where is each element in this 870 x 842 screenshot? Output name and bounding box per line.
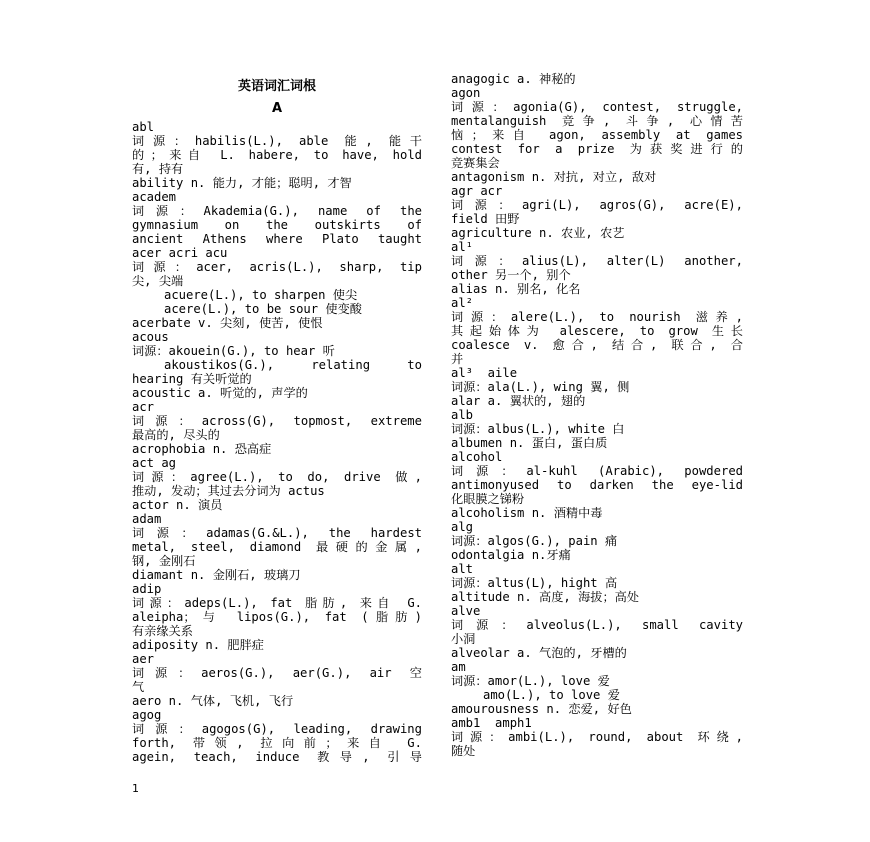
entry-line: ancient Athens where Plato taught (132, 232, 422, 246)
entry-line: agein, teach, induce 教导, 引导 (132, 750, 422, 764)
entry-line: abl (132, 120, 155, 134)
entry-line: anagogic a. 神秘的 (451, 72, 576, 86)
entry-line: gymnasium on the outskirts of (132, 218, 422, 232)
entry-line: 词源：across(G), topmost, extreme (132, 414, 422, 428)
entry-line: 词源：altus(L), hight 高 (451, 576, 618, 590)
entry-line: alar a. 翼状的, 翅的 (451, 394, 586, 408)
entry-line: 词源：agonia(G), contest, struggle, (451, 100, 743, 114)
entry-line: field 田野 (451, 212, 520, 226)
entry-line: antagonism n. 对抗, 对立, 敌对 (451, 170, 657, 184)
entry-line: amo(L.), to love 爱 (483, 688, 620, 702)
entry-line: alveolar a. 气泡的, 牙槽的 (451, 646, 627, 660)
entry-line: alias n. 别名, 化名 (451, 282, 581, 296)
entry-line: al² (451, 296, 474, 310)
entry-line: 钢, 金刚石 (132, 554, 196, 568)
entry-line: 词源：habilis(L.), able 能, 能干 (132, 134, 422, 148)
entry-line: acere(L.), to be sour 使变酸 (164, 302, 362, 316)
entry-line: academ (132, 190, 177, 204)
entry-line: agog (132, 708, 162, 722)
entry-line: adiposity n. 肥胖症 (132, 638, 264, 652)
entry-line: 竞赛集会 (451, 156, 500, 170)
entry-line: 词源：alveolus(L.), small cavity (451, 618, 743, 632)
entry-line: 小洞 (451, 632, 476, 646)
entry-line: alt (451, 562, 474, 576)
entry-line: 推动, 发动；其过去分词为 actus (132, 484, 325, 498)
entry-line: 词源：akouein(G.), to hear 听 (132, 344, 335, 358)
entry-line: adip (132, 582, 162, 596)
entry-line: 词源：alere(L.), to nourish 滋养, (451, 310, 743, 324)
entry-line: 其起始体为 alescere, to grow 生长 (451, 324, 743, 338)
entry-line: coalesce v. 愈合, 结合, 联合, 合 (451, 338, 743, 352)
entry-line: 词源：algos(G.), pain 痛 (451, 534, 618, 548)
entry-line: 词源：amor(L.), love 爱 (451, 674, 610, 688)
entry-line: al³ aile (451, 366, 518, 380)
page-number: 1 (132, 782, 139, 795)
entry-line: 词源：Akademia(G.), name of the (132, 204, 422, 218)
entry-line: acous (132, 330, 169, 344)
entry-line: 词源：albus(L.), white 白 (451, 422, 625, 436)
entry-line: hearing 有关听觉的 (132, 372, 252, 386)
entry-line: aero n. 气体, 飞机, 飞行 (132, 694, 294, 708)
right-column (451, 72, 743, 758)
entry-line: acer acri acu (132, 246, 228, 260)
entry-line: agriculture n. 农业, 农艺 (451, 226, 625, 240)
entry-line: akoustikos(G.), relating to (164, 358, 422, 372)
entry-line: 气 (132, 680, 145, 694)
entry-line: 并 (451, 352, 464, 366)
entry-line: 词源：acer, acris(L.), sharp, tip (132, 260, 422, 274)
entry-line: agon (451, 86, 481, 100)
entry-line: acerbate v. 尖刻, 使苦, 使恨 (132, 316, 323, 330)
entry-line: alcoholism n. 酒精中毒 (451, 506, 603, 520)
entry-line: aleipha；与 lipos(G.), fat (脂肪) (132, 610, 422, 624)
entry-line: ability n. 能力, 才能；聪明, 才智 (132, 176, 352, 190)
entry-line: acrophobia n. 恐高症 (132, 442, 272, 456)
entry-line: 随处 (451, 744, 476, 758)
entry-line: agr acr (451, 184, 503, 198)
entry-line: 有, 持有 (132, 162, 184, 176)
entry-line: 恼；来自 agon, assembly at games (451, 128, 743, 142)
entry-line: 词源：agree(L.), to do, drive 做, (132, 470, 422, 484)
entry-line: 最高的, 尽头的 (132, 428, 220, 442)
entry-line: 词源：alius(L), alter(L) another, (451, 254, 743, 268)
left-column (132, 80, 422, 764)
entry-line: 词源：agri(L), agros(G), acre(E), (451, 198, 743, 212)
entry-line: actor n. 演员 (132, 498, 223, 512)
entry-line: alcohol (451, 450, 503, 464)
entry-line: other 另一个, 别个 (451, 268, 571, 282)
entry-line: al¹ (451, 240, 474, 254)
entry-line: antimonyused to darken the eye-lid (451, 478, 743, 492)
entry-line: amb1 amph1 (451, 716, 532, 730)
entry-line: albumen n. 蛋白, 蛋白质 (451, 436, 608, 450)
entry-line: adam (132, 512, 162, 526)
entry-line: acuere(L.), to sharpen 使尖 (164, 288, 358, 302)
entry-line: 词源：ala(L.), wing 翼, 侧 (451, 380, 630, 394)
entry-line: alve (451, 604, 481, 618)
entry-line: amourousness n. 恋爱, 好色 (451, 702, 632, 716)
entry-line: am (451, 660, 466, 674)
entry-line: diamant n. 金刚石, 玻璃刀 (132, 568, 301, 582)
entry-line: altitude n. 高度, 海拔；高处 (451, 590, 640, 604)
entry-line: mentalanguish 竞争, 斗争, 心情苦 (451, 114, 743, 128)
entry-line: contest for a prize 为获奖进行的 (451, 142, 743, 156)
entry-line: 化眼膜之锑粉 (451, 492, 525, 506)
entry-line: 词源：agogos(G), leading, drawing (132, 722, 422, 736)
entry-line: alg (451, 520, 474, 534)
entry-line: 有亲缘关系 (132, 624, 193, 638)
entry-line: aer (132, 652, 155, 666)
entry-line: 词源：aeros(G.), aer(G.), air 空 (132, 666, 422, 680)
entry-line: acr (132, 400, 155, 414)
entry-line: 词源：ambi(L.), round, about 环绕, (451, 730, 743, 744)
entry-line: metal, steel, diamond 最硬的金属, (132, 540, 422, 554)
entry-line: alb (451, 408, 474, 422)
entry-line: 词源：adeps(L.), fat 脂肪, 来自 G. (132, 596, 422, 610)
entry-line: 的；来自 L. habere, to have, hold (132, 148, 422, 162)
page-title: 英语词汇词根 (237, 79, 316, 94)
entry-line: forth, 带领, 拉向前；来自 G. (132, 736, 422, 750)
entry-line: odontalgia n.牙痛 (451, 548, 571, 562)
section-letter: A (271, 101, 283, 116)
entry-line: act ag (132, 456, 177, 470)
entry-line: 词源：al-kuhl (Arabic), powdered (451, 464, 743, 478)
entry-line: acoustic a. 听觉的, 声学的 (132, 386, 308, 400)
entry-line: 词源：adamas(G.&L.), the hardest (132, 526, 422, 540)
entry-line: 尖, 尖端 (132, 274, 184, 288)
